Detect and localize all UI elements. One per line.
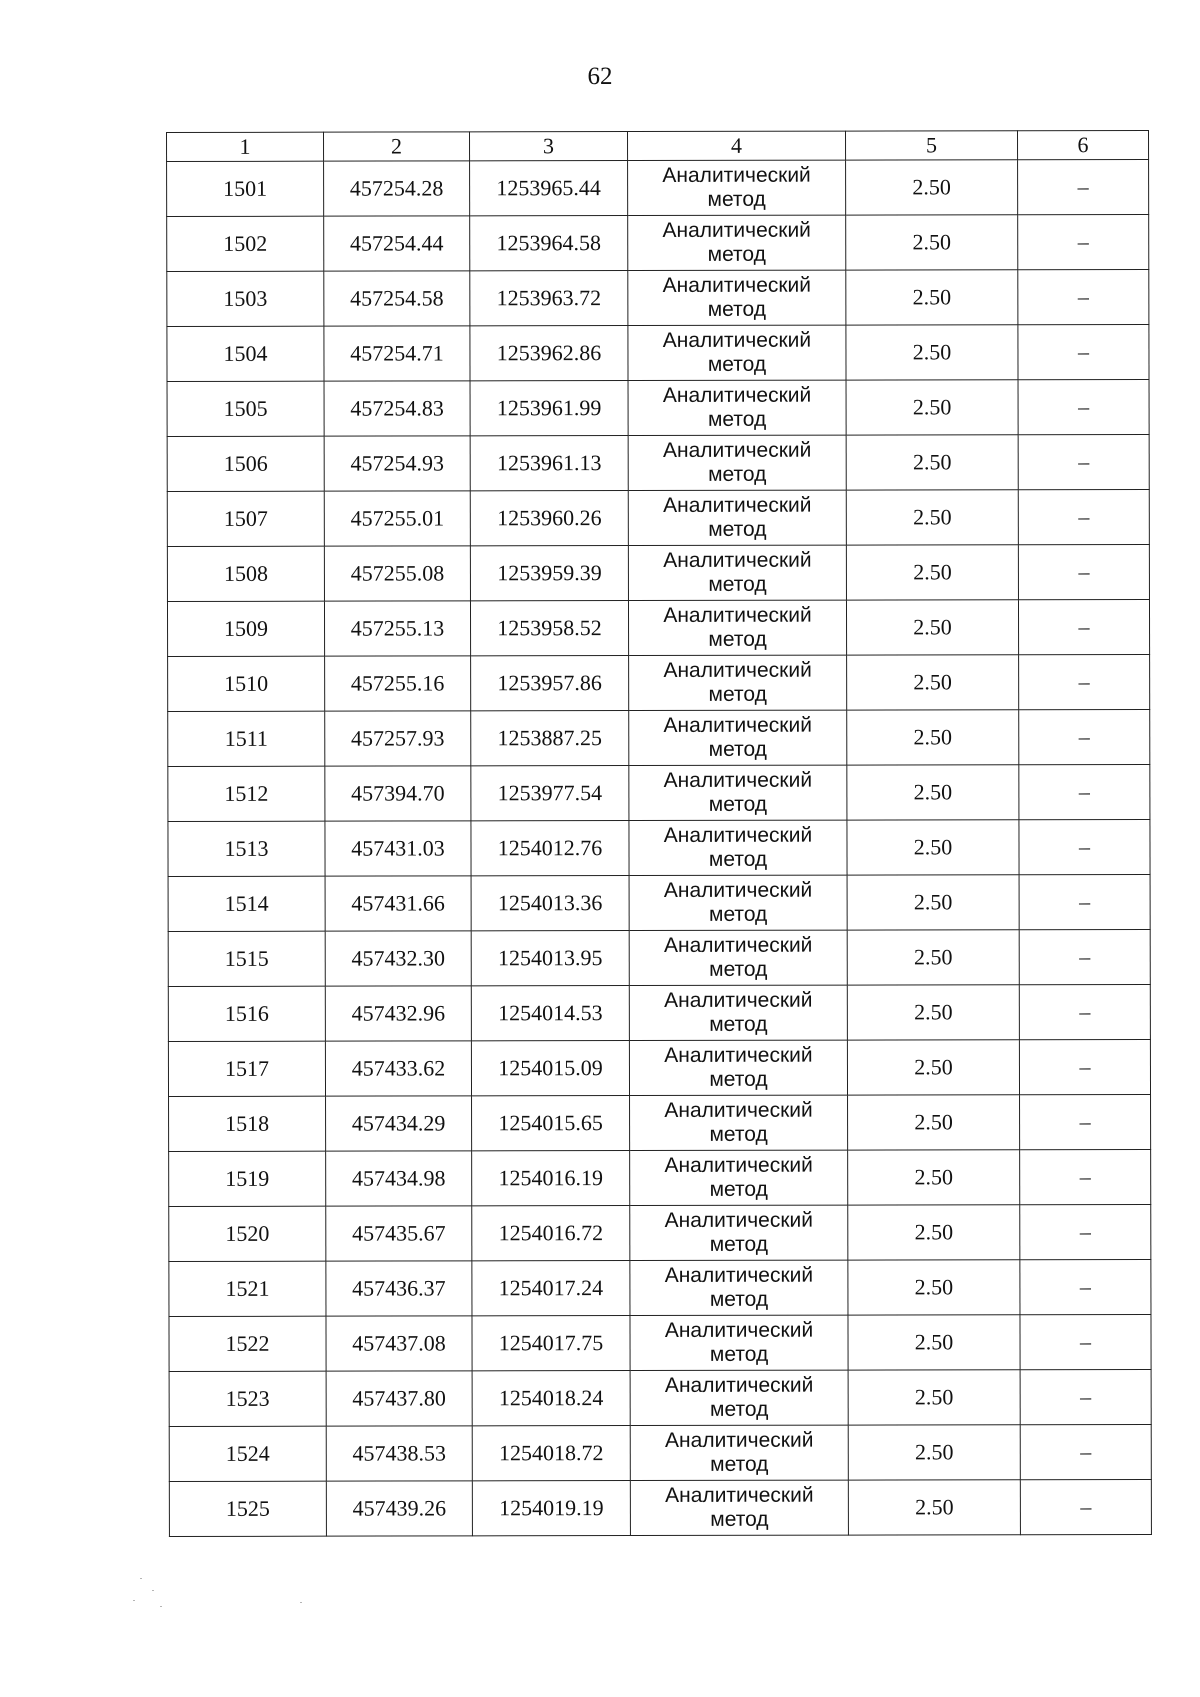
note-dash: –	[1080, 1384, 1092, 1410]
note-dash: –	[1078, 504, 1090, 530]
note-cell	[1019, 819, 1150, 874]
point-number-cell: 1521	[169, 1261, 326, 1316]
note-cell	[1020, 1314, 1151, 1369]
x-coordinate-cell: 457254.44	[324, 216, 470, 271]
y-coordinate-cell: 1254014.53	[471, 986, 629, 1041]
method-line-2: метод	[707, 297, 767, 321]
method-cell	[629, 930, 847, 985]
note-dash: –	[1079, 889, 1091, 915]
note-cell	[1019, 764, 1150, 819]
note-dash: –	[1078, 394, 1090, 420]
table-row	[169, 1424, 1151, 1481]
point-number-cell: 1506	[167, 436, 324, 491]
method-cell	[628, 435, 846, 490]
y-coordinate-cell: 1254019.19	[472, 1481, 630, 1536]
method-line-2: метод	[710, 1507, 769, 1531]
method-cell	[629, 655, 847, 710]
y-coordinate-cell: 1253961.13	[470, 436, 628, 491]
note-cell	[1020, 1094, 1151, 1149]
column-header: 1	[167, 132, 324, 161]
note-cell	[1019, 654, 1150, 709]
point-number-cell: 1505	[167, 381, 324, 436]
x-coordinate-cell: 457255.08	[324, 546, 470, 601]
method-line-2: метод	[707, 242, 766, 266]
note-cell	[1020, 1204, 1151, 1259]
method-cell	[630, 1315, 848, 1370]
x-coordinate-cell: 457254.58	[324, 271, 470, 326]
method-line-1: Аналитический	[663, 933, 813, 957]
method-line-1: Аналитический	[662, 163, 811, 187]
y-coordinate-cell: 1254016.72	[472, 1206, 630, 1261]
column-header: 5	[845, 131, 1017, 160]
method-line-1: Аналитический	[665, 1428, 814, 1452]
point-number-cell: 1510	[168, 656, 325, 711]
accuracy-cell: 2.50	[846, 435, 1018, 490]
x-coordinate-cell: 457434.98	[326, 1151, 472, 1206]
table-row	[169, 1369, 1151, 1426]
scan-speck	[152, 1590, 154, 1591]
note-cell	[1020, 1424, 1151, 1479]
table-row	[168, 874, 1150, 931]
note-dash: –	[1077, 174, 1089, 200]
y-coordinate-cell: 1254015.09	[471, 1041, 629, 1096]
method-cell	[630, 1425, 848, 1480]
x-coordinate-cell: 457255.16	[325, 656, 471, 711]
method-cell	[629, 985, 847, 1040]
x-coordinate-cell: 457433.62	[325, 1041, 471, 1096]
method-line-2: метод	[707, 352, 767, 376]
method-line-2: метод	[709, 1232, 768, 1256]
method-line-1: Аналитический	[662, 328, 812, 352]
method-line-1: Аналитический	[662, 218, 811, 242]
note-dash: –	[1078, 779, 1090, 805]
accuracy-cell: 2.50	[848, 1370, 1020, 1425]
table-row	[169, 1259, 1151, 1316]
method-cell	[630, 1480, 848, 1535]
point-number-cell: 1503	[167, 271, 324, 326]
y-coordinate-cell: 1254013.36	[471, 876, 629, 931]
method-line-1: Аналитический	[663, 603, 812, 627]
column-header: 3	[470, 132, 628, 161]
point-number-cell: 1516	[168, 986, 325, 1041]
method-line-2: метод	[709, 1067, 768, 1091]
accuracy-cell: 2.50	[847, 820, 1019, 875]
scan-speck	[133, 1600, 135, 1601]
point-number-cell: 1524	[169, 1426, 326, 1481]
accuracy-cell: 2.50	[847, 710, 1019, 765]
column-header: 6	[1017, 130, 1148, 159]
point-number-cell: 1522	[169, 1316, 326, 1371]
table-row	[168, 709, 1150, 766]
method-line-1: Аналитический	[664, 1153, 813, 1177]
x-coordinate-cell: 457255.01	[324, 491, 470, 546]
x-coordinate-cell: 457254.83	[324, 381, 470, 436]
table-row	[167, 489, 1149, 546]
method-cell	[630, 1150, 848, 1205]
note-dash: –	[1078, 559, 1090, 585]
note-dash: –	[1080, 1494, 1092, 1520]
table-header-row	[167, 130, 1149, 161]
method-line-1: Аналитический	[664, 1043, 813, 1067]
note-dash: –	[1079, 944, 1091, 970]
accuracy-cell: 2.50	[846, 325, 1018, 380]
method-cell	[629, 710, 847, 765]
point-number-cell: 1514	[168, 876, 325, 931]
accuracy-cell: 2.50	[848, 1315, 1020, 1370]
point-number-cell: 1525	[169, 1481, 326, 1536]
scan-speck	[300, 1602, 302, 1603]
method-line-2: метод	[708, 902, 768, 926]
table-row	[167, 599, 1149, 656]
y-coordinate-cell: 1254013.95	[471, 931, 629, 986]
method-cell	[629, 1040, 847, 1095]
note-dash: –	[1078, 724, 1090, 750]
x-coordinate-cell: 457254.93	[324, 436, 470, 491]
x-coordinate-cell: 457435.67	[326, 1206, 472, 1261]
table-row	[169, 1479, 1151, 1536]
table-row	[167, 434, 1149, 491]
y-coordinate-cell: 1253964.58	[470, 216, 628, 271]
x-coordinate-cell: 457255.13	[324, 601, 470, 656]
scan-speck	[140, 1578, 142, 1579]
accuracy-cell: 2.50	[847, 875, 1019, 930]
point-number-cell: 1523	[169, 1371, 326, 1426]
point-number-cell: 1504	[167, 326, 324, 381]
method-line-1: Аналитический	[663, 658, 812, 682]
y-coordinate-cell: 1253887.25	[471, 711, 629, 766]
method-cell	[628, 545, 846, 600]
coordinates-table	[166, 130, 1152, 1537]
y-coordinate-cell: 1253959.39	[470, 546, 628, 601]
note-cell	[1020, 1259, 1151, 1314]
accuracy-cell: 2.50	[846, 600, 1018, 655]
table-row	[169, 1149, 1151, 1206]
method-cell	[628, 215, 846, 270]
note-cell	[1019, 874, 1150, 929]
note-dash: –	[1078, 614, 1090, 640]
x-coordinate-cell: 457432.30	[325, 931, 471, 986]
table-row	[168, 764, 1150, 821]
table-row	[167, 379, 1149, 436]
note-cell	[1018, 434, 1149, 489]
table-row	[169, 1204, 1151, 1261]
note-dash: –	[1077, 229, 1089, 255]
point-number-cell: 1507	[167, 491, 324, 546]
method-line-1: Аналитический	[664, 1208, 813, 1232]
x-coordinate-cell: 457254.28	[324, 161, 470, 216]
note-cell	[1019, 1039, 1150, 1094]
y-coordinate-cell: 1253963.72	[470, 271, 628, 326]
point-number-cell: 1517	[168, 1041, 325, 1096]
method-line-2: метод	[710, 1397, 769, 1421]
y-coordinate-cell: 1253961.99	[470, 381, 628, 436]
y-coordinate-cell: 1254015.65	[472, 1096, 630, 1151]
method-line-1: Аналитический	[664, 1263, 814, 1287]
y-coordinate-cell: 1253958.52	[470, 601, 628, 656]
note-cell	[1019, 709, 1150, 764]
y-coordinate-cell: 1254018.24	[472, 1371, 630, 1426]
accuracy-cell: 2.50	[846, 545, 1018, 600]
point-number-cell: 1508	[167, 546, 324, 601]
accuracy-cell: 2.50	[847, 930, 1019, 985]
note-cell	[1020, 1479, 1151, 1534]
note-dash: –	[1080, 1329, 1092, 1355]
method-line-1: Аналитический	[662, 273, 812, 297]
method-line-1: Аналитический	[663, 878, 813, 902]
method-line-2: метод	[709, 1177, 768, 1201]
method-line-1: Аналитический	[664, 1373, 814, 1397]
note-cell	[1018, 599, 1149, 654]
method-line-2: метод	[709, 1012, 768, 1036]
method-line-2: метод	[709, 1342, 769, 1366]
note-dash: –	[1079, 1219, 1091, 1245]
note-dash: –	[1079, 1164, 1091, 1190]
method-cell	[628, 270, 846, 325]
y-coordinate-cell: 1253977.54	[471, 766, 629, 821]
note-cell	[1018, 269, 1149, 324]
x-coordinate-cell: 457437.08	[326, 1316, 472, 1371]
method-cell	[628, 600, 846, 655]
document-sheet	[166, 130, 1152, 1537]
note-cell	[1019, 929, 1150, 984]
method-line-2: метод	[708, 682, 767, 706]
accuracy-cell: 2.50	[847, 1040, 1019, 1095]
accuracy-cell: 2.50	[847, 655, 1019, 710]
method-cell	[629, 875, 847, 930]
y-coordinate-cell: 1253957.86	[471, 656, 629, 711]
method-line-1: Аналитический	[663, 713, 812, 737]
note-dash: –	[1077, 339, 1089, 365]
point-number-cell: 1511	[168, 711, 325, 766]
table-row	[168, 654, 1150, 711]
x-coordinate-cell: 457436.37	[326, 1261, 472, 1316]
point-number-cell: 1520	[169, 1206, 326, 1261]
table-row	[168, 1039, 1150, 1096]
table-row	[167, 544, 1149, 601]
y-coordinate-cell: 1254018.72	[472, 1426, 630, 1481]
point-number-cell: 1509	[167, 601, 324, 656]
y-coordinate-cell: 1254017.24	[472, 1261, 630, 1316]
point-number-cell: 1502	[167, 216, 324, 271]
accuracy-cell: 2.50	[848, 1095, 1020, 1150]
method-cell	[629, 765, 847, 820]
accuracy-cell: 2.50	[848, 1150, 1020, 1205]
accuracy-cell: 2.50	[847, 765, 1019, 820]
accuracy-cell: 2.50	[848, 1425, 1020, 1480]
method-line-2: метод	[708, 847, 768, 871]
y-coordinate-cell: 1254016.19	[472, 1151, 630, 1206]
note-cell	[1020, 1149, 1151, 1204]
method-line-2: метод	[709, 957, 768, 981]
x-coordinate-cell: 457438.53	[326, 1426, 472, 1481]
note-cell	[1020, 1369, 1151, 1424]
method-line-1: Аналитический	[663, 823, 813, 847]
point-number-cell: 1515	[168, 931, 325, 986]
accuracy-cell: 2.50	[846, 160, 1018, 215]
table-row	[167, 269, 1149, 326]
point-number-cell: 1513	[168, 821, 325, 876]
point-number-cell: 1501	[167, 161, 324, 216]
accuracy-cell: 2.50	[848, 1205, 1020, 1260]
note-dash: –	[1077, 284, 1089, 310]
y-coordinate-cell: 1254017.75	[472, 1316, 630, 1371]
method-line-1: Аналитический	[662, 383, 812, 407]
table-row	[169, 1094, 1151, 1151]
method-line-2: метод	[708, 517, 767, 541]
method-line-1: Аналитический	[665, 1483, 814, 1507]
table-body	[167, 159, 1152, 1536]
method-cell	[630, 1095, 848, 1150]
column-header: 4	[628, 131, 846, 160]
x-coordinate-cell: 457257.93	[325, 711, 471, 766]
accuracy-cell: 2.50	[846, 270, 1018, 325]
x-coordinate-cell: 457254.71	[324, 326, 470, 381]
note-dash: –	[1078, 669, 1090, 695]
note-cell	[1018, 379, 1149, 434]
note-dash: –	[1079, 999, 1091, 1025]
x-coordinate-cell: 457434.29	[326, 1096, 472, 1151]
method-cell	[628, 490, 846, 545]
accuracy-cell: 2.50	[848, 1260, 1020, 1315]
x-coordinate-cell: 457439.26	[326, 1481, 472, 1536]
accuracy-cell: 2.50	[846, 215, 1018, 270]
scan-speck	[160, 1606, 162, 1607]
note-cell	[1018, 489, 1149, 544]
method-cell	[629, 820, 847, 875]
table-row	[168, 929, 1150, 986]
x-coordinate-cell: 457437.80	[326, 1371, 472, 1426]
note-dash: –	[1080, 1439, 1092, 1465]
accuracy-cell: 2.50	[846, 380, 1018, 435]
y-coordinate-cell: 1254012.76	[471, 821, 629, 876]
x-coordinate-cell: 457432.96	[325, 986, 471, 1041]
note-dash: –	[1078, 449, 1090, 475]
y-coordinate-cell: 1253960.26	[470, 491, 628, 546]
method-line-1: Аналитический	[662, 438, 812, 462]
method-line-1: Аналитический	[663, 493, 812, 517]
method-line-2: метод	[708, 462, 767, 486]
method-line-1: Аналитический	[663, 548, 812, 572]
method-line-2: метод	[708, 572, 767, 596]
table-row	[167, 214, 1149, 271]
note-dash: –	[1079, 1274, 1091, 1300]
method-cell	[628, 380, 846, 435]
x-coordinate-cell: 457394.70	[325, 766, 471, 821]
method-line-2: метод	[709, 1122, 768, 1146]
method-line-2: метод	[708, 792, 768, 816]
method-line-2: метод	[707, 187, 766, 211]
note-cell	[1018, 159, 1149, 214]
accuracy-cell: 2.50	[847, 985, 1019, 1040]
method-cell	[630, 1260, 848, 1315]
accuracy-cell: 2.50	[846, 490, 1018, 545]
note-dash: –	[1079, 1054, 1091, 1080]
method-cell	[630, 1205, 848, 1260]
note-cell	[1018, 324, 1149, 379]
table-row	[168, 819, 1150, 876]
page-number: 62	[587, 63, 613, 90]
method-line-2: метод	[709, 1287, 769, 1311]
method-line-2: метод	[708, 737, 767, 761]
method-line-1: Аналитический	[664, 1098, 813, 1122]
note-cell	[1019, 984, 1150, 1039]
method-line-2: метод	[708, 627, 767, 651]
note-dash: –	[1078, 834, 1091, 860]
y-coordinate-cell: 1253965.44	[470, 161, 628, 216]
x-coordinate-cell: 457431.03	[325, 821, 471, 876]
x-coordinate-cell: 457431.66	[325, 876, 471, 931]
method-cell	[630, 1370, 848, 1425]
accuracy-cell: 2.50	[848, 1480, 1020, 1535]
method-line-1: Аналитический	[663, 768, 813, 792]
point-number-cell: 1519	[169, 1151, 326, 1206]
point-number-cell: 1518	[169, 1096, 326, 1151]
table-row	[169, 1314, 1151, 1371]
y-coordinate-cell: 1253962.86	[470, 326, 628, 381]
method-cell	[628, 160, 846, 215]
method-line-2: метод	[710, 1452, 769, 1476]
column-header: 2	[324, 132, 470, 161]
note-cell	[1018, 214, 1149, 269]
point-number-cell: 1512	[168, 766, 325, 821]
table-row	[167, 159, 1149, 216]
method-line-2: метод	[707, 407, 767, 431]
table-row	[167, 324, 1149, 381]
method-cell	[628, 325, 846, 380]
note-dash: –	[1079, 1109, 1091, 1135]
note-cell	[1018, 544, 1149, 599]
method-line-1: Аналитический	[664, 1318, 814, 1342]
method-line-1: Аналитический	[664, 988, 813, 1012]
table-row	[168, 984, 1150, 1041]
